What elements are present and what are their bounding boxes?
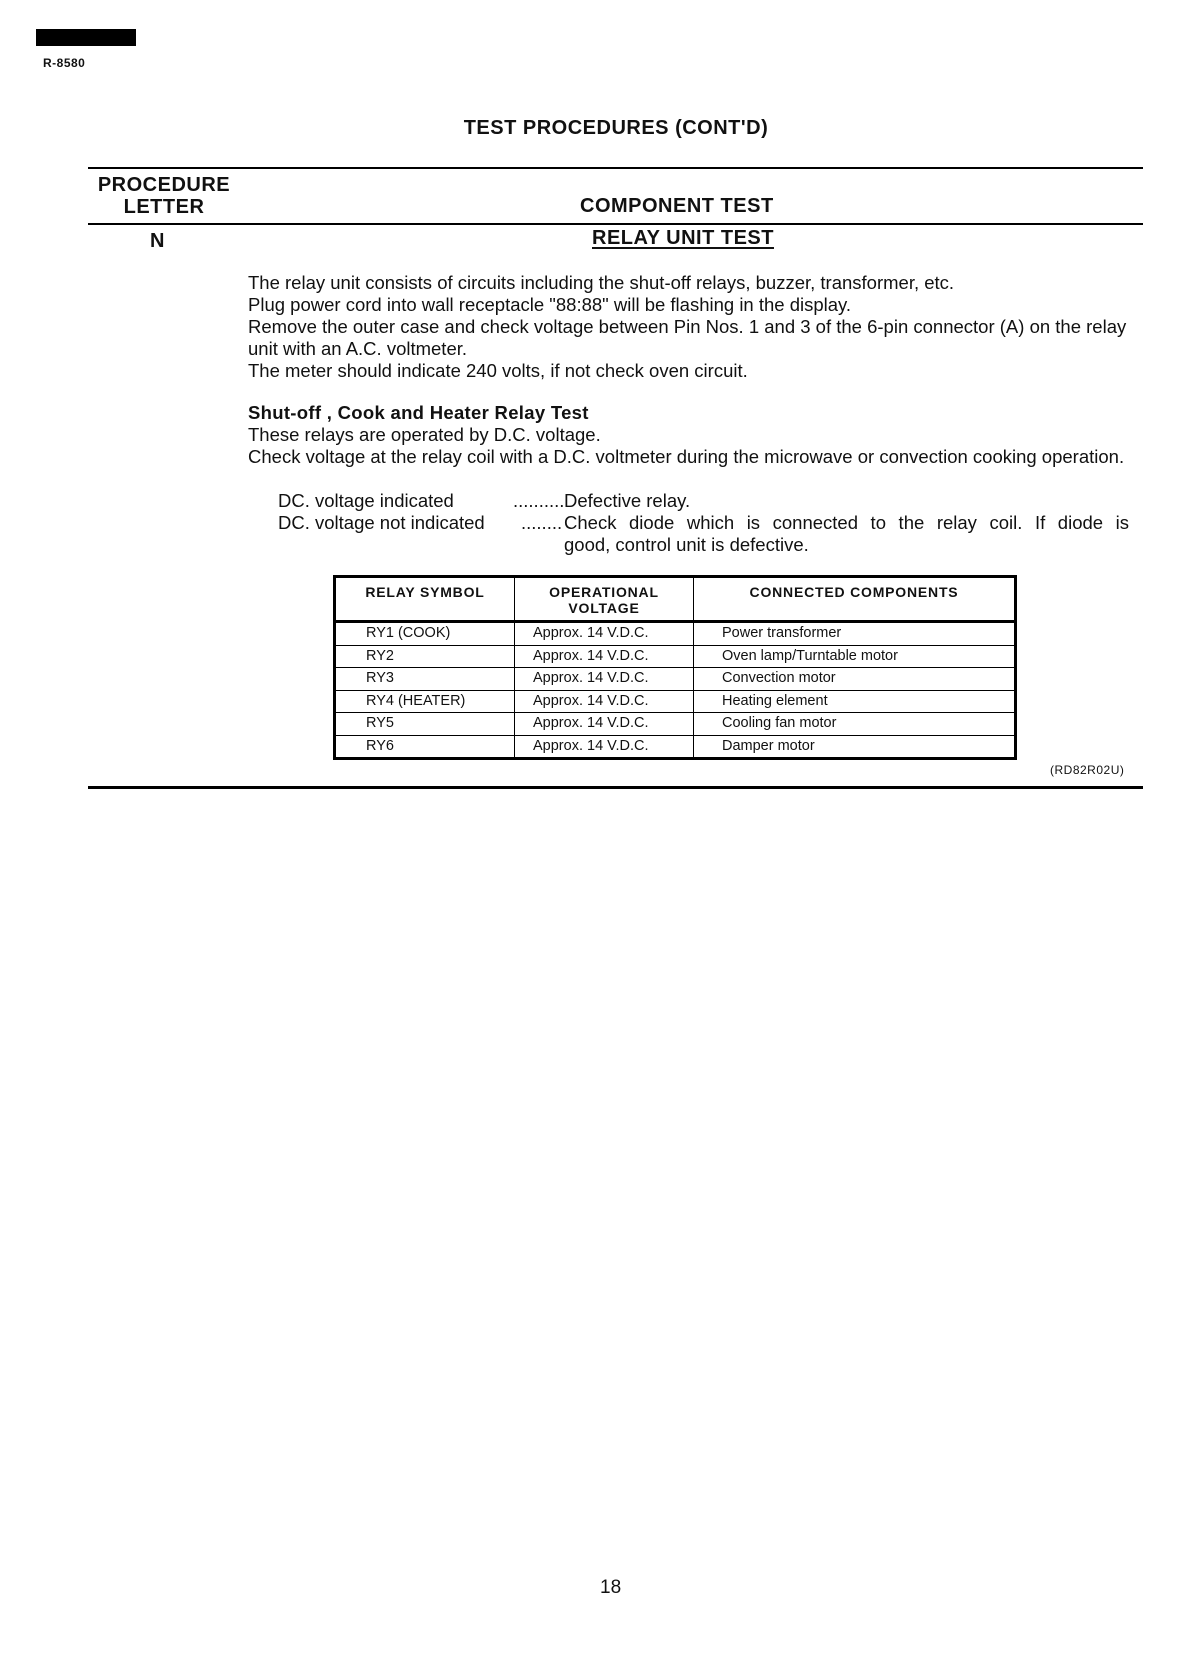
intro-line: Plug power cord into wall receptacle "88:88" will be flashing in the display.	[248, 294, 852, 315]
header-relay-symbol: RELAY SYMBOL	[335, 577, 515, 622]
relay-symbol: RY1 (COOK)	[335, 622, 515, 646]
condition-2-result: Check diode which is connected to the relay coil. If diode is	[564, 512, 1129, 533]
figure-reference: (RD82R02U)	[1050, 763, 1125, 777]
intro-line: The relay unit consists of circuits including the shut-off relays, buzzer, transformer, etc.	[248, 272, 955, 293]
connected-component: Heating element	[694, 690, 1016, 713]
header-operational-voltage: OPERATIONAL VOLTAGE	[515, 577, 694, 622]
condition-2-result-cont: good, control unit is defective.	[564, 534, 809, 555]
intro-text	[248, 272, 1133, 382]
operational-voltage: Approx. 14 V.D.C.	[515, 645, 694, 668]
header-connected-components: CONNECTED COMPONENTS	[694, 577, 1016, 622]
header-black-bar	[36, 29, 136, 46]
connected-component: Cooling fan motor	[694, 713, 1016, 736]
procedure-heading-line1: PROCEDURE	[97, 174, 231, 196]
table-header-row	[335, 577, 1016, 622]
operational-voltage: Approx. 14 V.D.C.	[515, 713, 694, 736]
component-test-heading: COMPONENT TEST	[580, 195, 774, 217]
relay-test-line: Check voltage at the relay coil with a D.C. voltmeter during the microwave or convection cooking operation.	[248, 446, 1125, 467]
procedure-letter-heading	[94, 174, 234, 218]
connected-component: Damper motor	[694, 735, 1016, 759]
table-row	[335, 690, 1016, 713]
connected-component: Power transformer	[694, 622, 1016, 646]
relay-symbol: RY4 (HEATER)	[335, 690, 515, 713]
relay-test-heading: Shut-off , Cook and Heater Relay Test	[248, 402, 589, 423]
connected-component: Oven lamp/Turntable motor	[694, 645, 1016, 668]
relay-test-text	[248, 424, 1133, 468]
bottom-rule	[88, 786, 1143, 789]
page-title: TEST PROCEDURES (CONT'D)	[463, 117, 769, 139]
operational-voltage: Approx. 14 V.D.C.	[515, 735, 694, 759]
relay-symbol: RY5	[335, 713, 515, 736]
model-number: R-8580	[43, 56, 86, 70]
relay-table	[333, 575, 1017, 760]
condition-1-result: Defective relay.	[564, 490, 691, 511]
top-rule	[88, 167, 1143, 169]
relay-test-line: These relays are operated by D.C. voltage.	[248, 424, 601, 445]
relay-unit-test-title: RELAY UNIT TEST	[592, 227, 774, 249]
table-row	[335, 713, 1016, 736]
relay-symbol: RY6	[335, 735, 515, 759]
condition-2-label: DC. voltage not indicated	[278, 512, 485, 533]
procedure-heading-line2: LETTER	[123, 196, 205, 218]
intro-line: Remove the outer case and check voltage between Pin Nos. 1 and 3 of the 6-pin connector (A) on the relay unit with an A.C. voltmeter.	[248, 316, 1127, 359]
table-row	[335, 645, 1016, 668]
operational-voltage: Approx. 14 V.D.C.	[515, 622, 694, 646]
header-rule	[88, 223, 1143, 225]
operational-voltage: Approx. 14 V.D.C.	[515, 668, 694, 691]
voltage-conditions	[0, 490, 1192, 556]
table-row	[335, 622, 1016, 646]
condition-1-dots: ..........	[513, 490, 565, 511]
relay-symbol: RY2	[335, 645, 515, 668]
operational-voltage: Approx. 14 V.D.C.	[515, 690, 694, 713]
connected-component: Convection motor	[694, 668, 1016, 691]
page-number: 18	[600, 1577, 622, 1598]
table-row	[335, 735, 1016, 759]
relay-symbol: RY3	[335, 668, 515, 691]
table-row	[335, 668, 1016, 691]
procedure-letter: N	[150, 230, 165, 252]
condition-2-dots: ........	[521, 512, 563, 533]
intro-line: The meter should indicate 240 volts, if not check oven circuit.	[248, 360, 748, 381]
condition-1-label: DC. voltage indicated	[278, 490, 454, 511]
